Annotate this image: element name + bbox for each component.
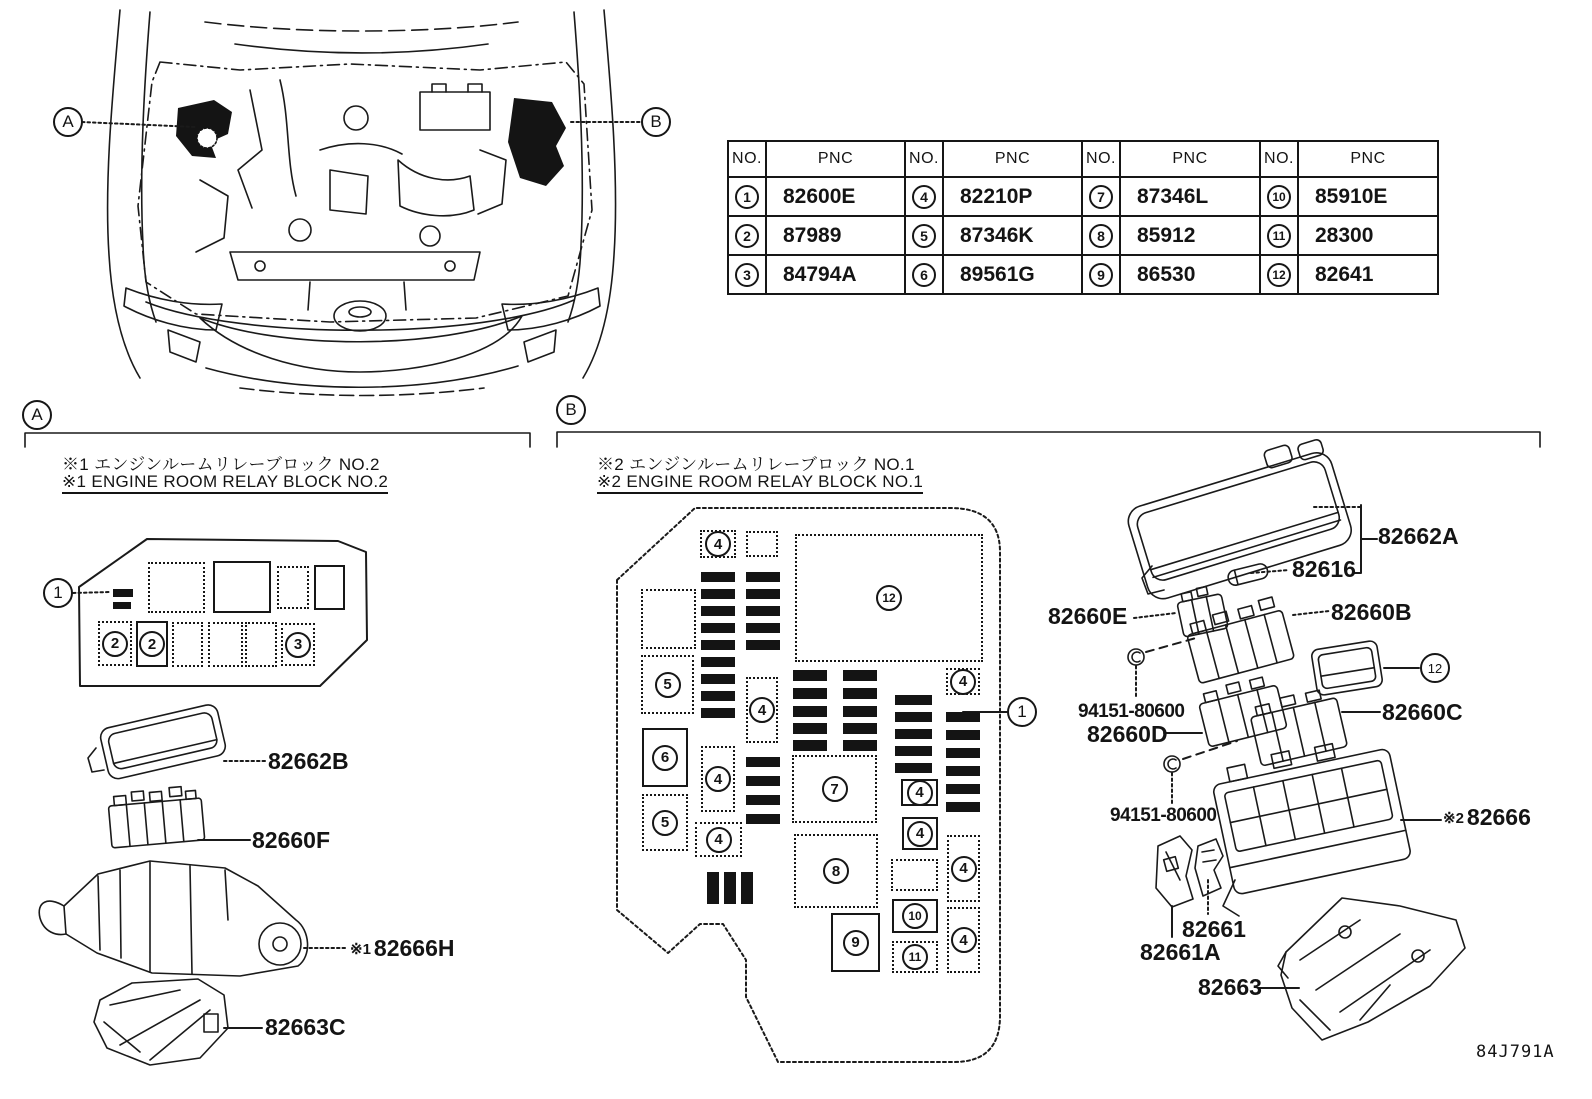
part-label-82663C — [265, 1014, 346, 1041]
fuse-bar — [746, 776, 780, 786]
fuse-bar — [895, 712, 932, 722]
part-number: 82661A — [1140, 939, 1221, 965]
fusebox-cell-7 — [792, 755, 877, 823]
fuse-bar — [895, 746, 932, 756]
callout-B: B — [641, 107, 671, 137]
fuse-bar — [895, 695, 932, 705]
pnc-no-cell — [728, 216, 766, 255]
circled-number: 4 — [706, 827, 732, 853]
fuse-bar — [746, 589, 780, 599]
part-number: 82662B — [268, 748, 349, 774]
part-number: 82616 — [1292, 556, 1356, 582]
fuse-bar — [746, 757, 780, 767]
no-header: NO. — [1082, 141, 1120, 177]
pnc-value-cell: 82210P — [943, 177, 1082, 216]
circled-number: 9 — [1089, 263, 1113, 287]
fuse-bar — [793, 723, 827, 734]
callout-A: A — [22, 400, 52, 430]
section-a-title-jp: ※1 エンジンルームリレーブロック NO.2 — [62, 455, 380, 474]
fusebox-cell-4 — [946, 668, 980, 695]
circled-number: 4 — [749, 697, 775, 723]
circled-number: 8 — [823, 858, 849, 884]
fusebox-cell — [148, 562, 205, 613]
pnc-header-row — [728, 141, 1438, 177]
fusebox-cell-9 — [831, 913, 880, 972]
circled-number: 7 — [1089, 185, 1113, 209]
pnc-no-cell — [1082, 216, 1120, 255]
part-number: 82660E — [1048, 603, 1128, 629]
pnc-header: PNC — [943, 141, 1082, 177]
pnc-no-cell — [905, 177, 943, 216]
fuse-bar — [707, 872, 719, 904]
pnc-table-body — [728, 141, 1438, 294]
part-label-82663 — [1198, 974, 1262, 1001]
fuse-bar — [843, 723, 877, 734]
drawing-code: 84J791A — [1476, 1042, 1555, 1062]
circled-number: 3 — [285, 632, 311, 658]
part-number: 82666H — [373, 935, 455, 961]
pnc-no-cell — [1260, 255, 1298, 294]
pnc-value-cell: 85910E — [1298, 177, 1438, 216]
part-label-82661A — [1140, 939, 1221, 966]
pnc-value-cell: 87989 — [766, 216, 905, 255]
no-header: NO. — [728, 141, 766, 177]
pnc-table — [727, 140, 1439, 295]
circled-number: 4 — [705, 766, 731, 792]
fusebox-cell-4 — [701, 746, 735, 812]
pnc-value-cell: 89561G — [943, 255, 1082, 294]
fuse-bar — [793, 670, 827, 681]
fusebox-cell — [891, 859, 938, 891]
fuse-bar — [946, 712, 980, 722]
pnc-value-cell: 86530 — [1120, 255, 1260, 294]
pnc-no-cell — [905, 255, 943, 294]
fusebox-cell — [213, 561, 271, 613]
fuse-bar — [895, 729, 932, 739]
pnc-row — [728, 177, 1438, 216]
part-label-82660D — [1087, 721, 1168, 748]
part-number: 82660C — [1382, 699, 1463, 725]
circled-number: 11 — [1267, 224, 1291, 248]
part-label-82660E — [1048, 603, 1127, 630]
pnc-header: PNC — [766, 141, 905, 177]
fusebox-cell-4 — [947, 835, 980, 902]
pnc-row — [728, 216, 1438, 255]
fusebox-cell-10 — [892, 899, 938, 933]
pnc-header: PNC — [1298, 141, 1438, 177]
part-number: 82662A — [1378, 523, 1459, 549]
part-number: 82660B — [1331, 599, 1412, 625]
fusebox-cell — [172, 622, 203, 667]
section-b-title-en: ※2 ENGINE ROOM RELAY BLOCK NO.1 — [597, 472, 923, 494]
fusebox-cell — [245, 622, 277, 667]
fuse-bar — [946, 766, 980, 776]
fuse-bar — [746, 572, 780, 582]
circled-number: 7 — [822, 776, 848, 802]
fuse-bar — [843, 740, 877, 751]
section-b-title-jp: ※2 エンジンルームリレーブロック NO.1 — [597, 455, 915, 474]
part-label-82662A — [1378, 523, 1459, 550]
fusebox-cell-6 — [642, 728, 688, 787]
pnc-no-cell — [728, 177, 766, 216]
circled-number: 10 — [1267, 185, 1291, 209]
part-number: 94151-80600 — [1078, 701, 1185, 722]
fusebox-cell — [641, 589, 696, 649]
circled-number: 5 — [912, 224, 936, 248]
part-label-82616 — [1292, 556, 1356, 583]
fusebox-cell-2 — [98, 621, 132, 666]
fusebox-cell-4 — [947, 907, 980, 973]
circled-number: 4 — [951, 927, 977, 953]
fusebox-cell-4 — [902, 817, 938, 850]
fuse-bar — [793, 688, 827, 699]
fuse-bar — [946, 730, 980, 740]
pnc-value-cell: 28300 — [1298, 216, 1438, 255]
circled-number: 4 — [907, 780, 933, 806]
circled-number: 4 — [951, 856, 977, 882]
fusebox-cell — [746, 531, 778, 557]
pnc-row — [728, 255, 1438, 294]
circled-number: 10 — [902, 903, 928, 929]
pnc-no-cell — [1260, 216, 1298, 255]
part-label-82666H — [350, 935, 455, 962]
fuse-bar — [741, 872, 753, 904]
fusebox-cell-4 — [700, 530, 736, 558]
pnc-no-cell — [1082, 255, 1120, 294]
pnc-no-cell — [728, 255, 766, 294]
part-number: 82663C — [265, 1014, 346, 1040]
fuse-bar — [793, 740, 827, 751]
fusebox-cell-2 — [136, 621, 168, 667]
part-label-82666 — [1443, 804, 1531, 831]
circled-number: 5 — [652, 810, 678, 836]
fusebox-cell — [208, 622, 243, 667]
pnc-value-cell: 85912 — [1120, 216, 1260, 255]
fuse-bar — [746, 795, 780, 805]
circled-number: 4 — [912, 185, 936, 209]
part-label-prefix: ※2 — [1443, 810, 1464, 827]
fuse-bar — [701, 589, 735, 599]
fuse-bar — [746, 640, 780, 650]
circled-number: 4 — [950, 669, 976, 695]
fuse-bar — [946, 784, 980, 794]
fuse-bar — [895, 763, 932, 773]
fusebox-cell-11 — [892, 941, 938, 973]
fuse-bar — [746, 814, 780, 824]
circled-number: 3 — [735, 263, 759, 287]
callout-B: B — [556, 395, 586, 425]
pnc-value-cell: 87346K — [943, 216, 1082, 255]
part-label-prefix: ※1 — [350, 941, 371, 958]
part-label-82662B — [268, 748, 349, 775]
callout-1: 1 — [43, 578, 73, 608]
pnc-value-cell: 84794A — [766, 255, 905, 294]
circled-number: 12 — [876, 585, 902, 611]
fuse-bar — [946, 748, 980, 758]
circled-number: 2 — [139, 631, 165, 657]
pnc-value-cell: 87346L — [1120, 177, 1260, 216]
part-number: 82661 — [1182, 916, 1246, 942]
pnc-header: PNC — [1120, 141, 1260, 177]
part-label-94151-80600 — [1110, 805, 1217, 827]
fuse-bar — [746, 623, 780, 633]
circled-number: 8 — [1089, 224, 1113, 248]
circled-number: 4 — [907, 821, 933, 847]
part-label-82660B — [1331, 599, 1412, 626]
fuse-bar — [701, 691, 735, 701]
pnc-value-cell: 82600E — [766, 177, 905, 216]
fusebox-cell-5 — [641, 655, 694, 714]
fuse-bar — [701, 640, 735, 650]
fuse-bar — [843, 706, 877, 717]
fusebox-cell-8 — [794, 834, 878, 908]
fusebox-cell-3 — [281, 623, 315, 666]
circled-number: 6 — [652, 745, 678, 771]
callout-12: 12 — [1420, 653, 1450, 683]
pnc-no-cell — [905, 216, 943, 255]
pnc-no-cell — [1260, 177, 1298, 216]
fusebox-cell-4 — [746, 677, 778, 743]
no-header: NO. — [1260, 141, 1298, 177]
part-number: 82660D — [1087, 721, 1168, 747]
fusebox-cell-4 — [695, 822, 742, 857]
part-number: 82666 — [1466, 804, 1531, 830]
pnc-no-cell — [1082, 177, 1120, 216]
circled-number: 11 — [902, 944, 928, 970]
fuse-bar — [701, 606, 735, 616]
fusebox-cell — [277, 566, 309, 609]
no-header: NO. — [905, 141, 943, 177]
fuse-bar — [843, 688, 877, 699]
circled-number: 9 — [843, 930, 869, 956]
callout-1: 1 — [1007, 697, 1037, 727]
fusebox-cell-4 — [901, 779, 938, 806]
fuse-bar — [113, 602, 131, 609]
fuse-bar — [701, 623, 735, 633]
part-label-82660C — [1382, 699, 1463, 726]
circled-number: 6 — [912, 263, 936, 287]
part-number: 94151-80600 — [1110, 805, 1217, 826]
pnc-value-cell: 82641 — [1298, 255, 1438, 294]
section-a-title-en: ※1 ENGINE ROOM RELAY BLOCK NO.2 — [62, 472, 388, 494]
callout-A: A — [53, 107, 83, 137]
circled-number: 5 — [655, 672, 681, 698]
fuse-bar — [701, 657, 735, 667]
part-label-94151-80600 — [1078, 701, 1185, 723]
fusebox-cell-5 — [642, 794, 688, 851]
circled-number: 2 — [735, 224, 759, 248]
part-label-82660F — [252, 827, 330, 854]
fusebox-cell — [314, 565, 345, 610]
circled-number: 12 — [1267, 263, 1291, 287]
part-number: 82663 — [1198, 974, 1262, 1000]
fuse-bar — [701, 572, 735, 582]
circled-number: 4 — [705, 531, 731, 557]
fuse-bar — [701, 708, 735, 718]
circled-number: 1 — [735, 185, 759, 209]
circled-number: 2 — [102, 631, 128, 657]
fuse-bar — [793, 706, 827, 717]
fuse-bar — [701, 674, 735, 684]
fuse-bar — [724, 872, 736, 904]
fuse-bar — [946, 802, 980, 812]
fuse-bar — [746, 606, 780, 616]
fuse-bar — [843, 670, 877, 681]
fusebox-cell-12 — [795, 534, 983, 662]
part-number: 82660F — [252, 827, 331, 853]
fuse-bar — [113, 589, 133, 597]
